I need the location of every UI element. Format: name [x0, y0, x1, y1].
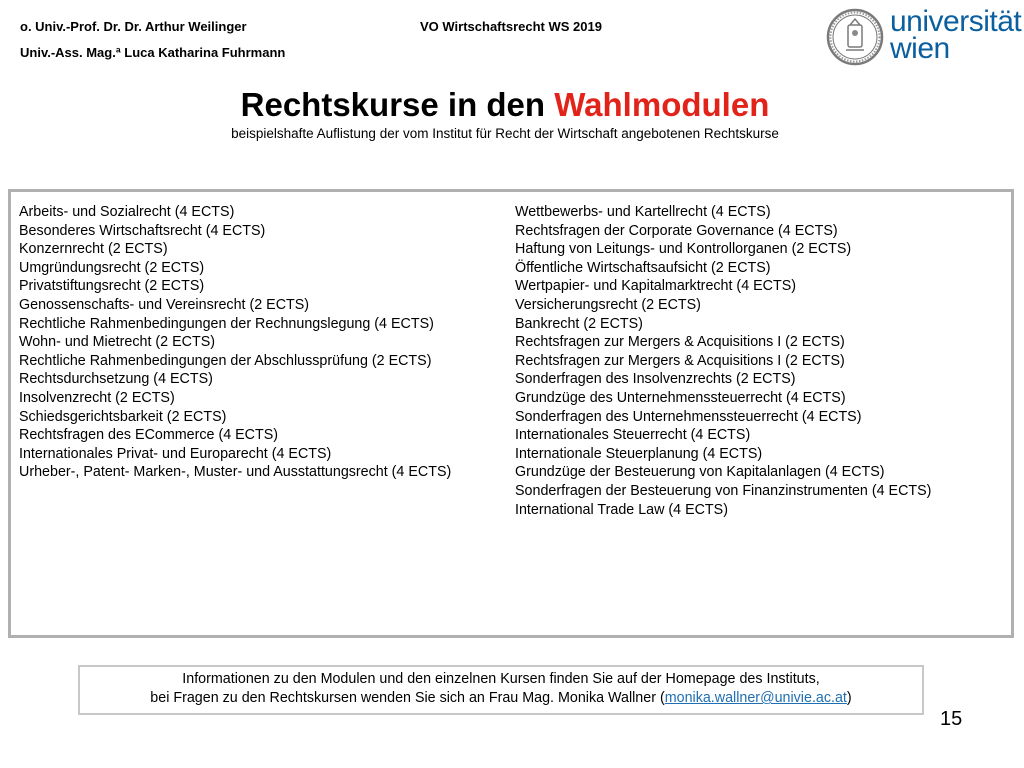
university-logo: [826, 5, 1022, 66]
course-item: Rechtsfragen zur Mergers & Acquisitions I (2 ECTS): [515, 334, 845, 351]
logo-line-wien: wien: [890, 32, 950, 65]
course-item: Grundzüge des Unternehmenssteuerrecht (4 ECTS): [515, 389, 846, 406]
course-item: International Trade Law (4 ECTS): [515, 501, 728, 518]
course-item: Öffentliche Wirtschaftsaufsicht (2 ECTS): [515, 259, 771, 276]
page-subtitle: beispielshafte Auflistung der vom Institut für Recht der Wirtschaft angebotenen Rechtskurse: [231, 126, 779, 141]
course-item: Konzernrecht (2 ECTS): [19, 241, 168, 258]
course-item: Wertpapier- und Kapitalmarktrecht (4 ECTS): [515, 278, 797, 295]
course-item: Arbeits- und Sozialrecht (4 ECTS): [19, 204, 235, 220]
page-title: [0, 86, 1010, 124]
course-item: Bankrecht (2 ECTS): [515, 315, 643, 332]
info-line-2-text: bei Fragen zu den Rechtskursen wenden Sie sich an Frau Mag. Monika Wallner (: [150, 690, 665, 706]
course-item: Besonderes Wirtschaftsrecht (4 ECTS): [19, 222, 266, 239]
course-item: Versicherungsrecht (2 ECTS): [515, 296, 701, 313]
lecturer-name: o. Univ.-Prof. Dr. Dr. Arthur Weilinger: [20, 19, 247, 34]
course-item: Internationales Steuerrecht (4 ECTS): [515, 427, 751, 444]
course-item: Sonderfragen des Unternehmenssteuerrecht (4 ECTS): [515, 408, 862, 425]
course-item: Rechtsfragen der Corporate Governance (4 ECTS): [515, 222, 838, 239]
assistant-name: Univ.-Ass. Mag.ª Luca Katharina Fuhrmann: [20, 45, 286, 60]
course-item: Insolvenzrecht (2 ECTS): [19, 389, 175, 406]
course-item: Sonderfragen der Besteuerung von Finanzinstrumenten (4 ECTS): [515, 482, 932, 499]
course-item: Wohn- und Mietrecht (2 ECTS): [19, 334, 215, 351]
info-line-2: [80, 689, 922, 708]
email-link[interactable]: monika.wallner@univie.ac.at: [664, 690, 847, 706]
info-box: [78, 665, 924, 715]
course-item: Rechtliche Rahmenbedingungen der Abschlussprüfung (2 ECTS): [19, 352, 432, 369]
page-number: 15: [940, 708, 963, 730]
course-item: Internationales Privat- und Europarecht (4 ECTS): [19, 445, 332, 462]
course-item: Internationale Steuerplanung (4 ECTS): [515, 445, 763, 462]
logo-line-universitat: universität: [890, 5, 1022, 38]
course-column-left: [19, 203, 451, 482]
course-item: Umgründungsrecht (2 ECTS): [19, 259, 205, 276]
university-seal-icon: [826, 8, 884, 66]
course-item: Grundzüge der Besteuerung von Kapitalanlagen (4 ECTS): [515, 464, 885, 481]
course-column-right: [515, 203, 931, 519]
info-line-1: Informationen zu den Modulen und den einzelnen Kursen finden Sie auf der Homepage des Instituts,: [182, 671, 820, 687]
course-item: Wettbewerbs- und Kartellrecht (4 ECTS): [515, 204, 771, 220]
title-part-black: Rechtskurse in den: [240, 86, 546, 123]
course-item: Haftung von Leitungs- und Kontrollorganen (2 ECTS): [515, 241, 852, 258]
course-item: Sonderfragen des Insolvenzrechts (2 ECTS): [515, 371, 796, 388]
course-item: Rechtsfragen zur Mergers & Acquisitions I (2 ECTS): [515, 352, 845, 369]
course-item: Rechtsdurchsetzung (4 ECTS): [19, 371, 213, 388]
course-list-box: [8, 189, 1014, 638]
title-part-red: Wahlmodulen: [554, 86, 770, 123]
info-line-2-end: ): [846, 690, 852, 706]
course-name: VO Wirtschaftsrecht WS 2019: [420, 19, 602, 34]
course-item: Rechtsfragen des ECommerce (4 ECTS): [19, 427, 279, 444]
course-item: Rechtliche Rahmenbedingungen der Rechnungslegung (4 ECTS): [19, 315, 434, 332]
course-item: Schiedsgerichtsbarkeit (2 ECTS): [19, 408, 227, 425]
course-item: Genossenschafts- und Vereinsrecht (2 ECTS): [19, 296, 310, 313]
course-item: Privatstiftungsrecht (2 ECTS): [19, 278, 205, 295]
course-item: Urheber-, Patent- Marken-, Muster- und Ausstattungsrecht (4 ECTS): [19, 464, 452, 481]
